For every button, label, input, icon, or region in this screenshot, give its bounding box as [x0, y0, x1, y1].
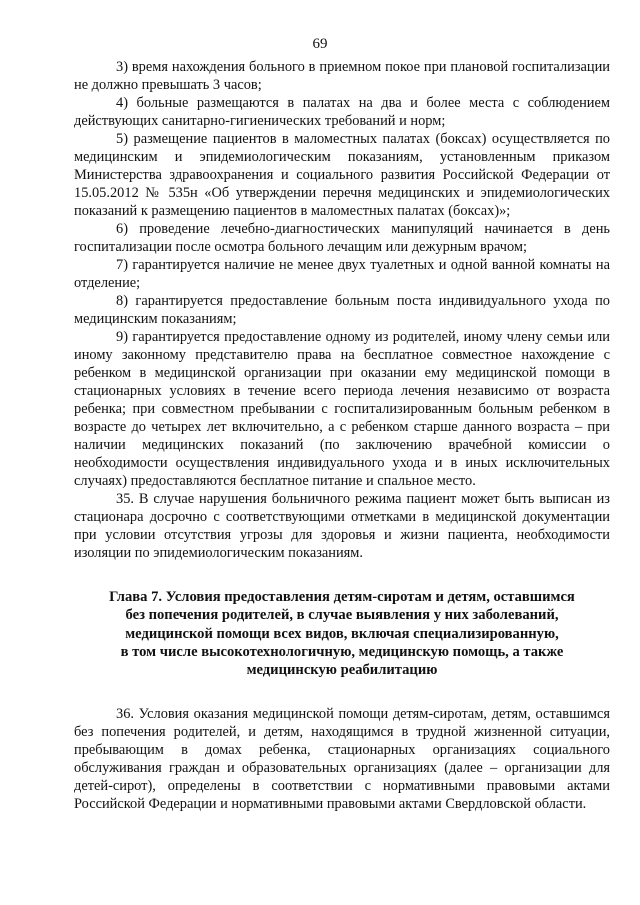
list-item-9: 9) гарантируется предоставление одному из родителей, иному члену семьи или иному законному представителю права на бесплатное совместное нахождение с ребенком в медицинской организации при оказании ему медицинской помощи в стационарных условиях в течение всего периода лечения независимо от возраста ребенка; при совместном пребывании с госпитализированным больным ребенком в возрасте до четырех лет включительно, а с ребенком старше данного возраста – при наличии медицинских показаний (по заключению врачебной комиссии о необходимости осуществления индивидуального ухода и в иных исключительных случаях) предоставляются бесплатное питание и спальное место. [74, 329, 610, 489]
chapter-heading-line: без попечения родителей, в случае выявления у них заболеваний, [125, 607, 559, 624]
list-item-4: 4) больные размещаются в палатах на два и более места с соблюдением действующих санитарно-гигиенических требований и норм; [74, 95, 610, 129]
chapter-heading-line: Глава 7. Условия предоставления детям-сиротам и детям, оставшимся [109, 589, 575, 605]
page-content [74, 58, 610, 813]
list-item-6: 6) проведение лечебно-диагностических манипуляций начинается в день госпитализации после осмотра больного лечащим или дежурным врачом; [74, 221, 610, 255]
list-item-7: 7) гарантируется наличие не менее двух туалетных и одной ванной комнаты на отделение; [74, 257, 610, 291]
clause-35: 35. В случае нарушения больничного режима пациент может быть выписан из стационара досрочно с соответствующими отметками в медицинской документации при условии отсутствия угрозы для здоровья и жизни пациента, необходимости изоляции по эпидемиологическим показаниям. [74, 491, 610, 561]
clause-36: 36. Условия оказания медицинской помощи детям-сиротам, детям, оставшимся без попечения родителей, и детям, находящимся в трудной жизненной ситуации, пребывающим в домах ребенка, стационарных организациях социального обслуживания граждан и образовательных организациях (далее – организации для детей-сирот), определены в соответствии с нормативными правовыми актами Российской Федерации и нормативными правовыми актами Свердловской области. [74, 706, 610, 813]
list-item-3: 3) время нахождения больного в приемном покое при плановой госпитализации не должно превышать 3 часов; [74, 59, 610, 93]
list-item-5: 5) размещение пациентов в маломестных палатах (боксах) осуществляется по медицинским и эпидемиологическим показаниям, установленным приказом Министерства здравоохранения и социального развития Российской Федерации от 15.05.2012 № 535н «Об утверждении перечня медицинских и эпидемиологических показаний к размещению пациентов в маломестных палатах (боксах)»; [74, 131, 610, 219]
page-number: 69 [312, 36, 328, 52]
list-item-8: 8) гарантируется предоставление больным поста индивидуального ухода по медицинским показаниям; [74, 293, 610, 327]
chapter-heading-line: в том числе высокотехнологичную, медицинскую помощь, а также [120, 643, 564, 660]
chapter-heading [74, 588, 610, 679]
chapter-heading-line: медицинскую реабилитацию [246, 662, 438, 679]
chapter-heading-line: медицинской помощи всех видов, включая специализированную, [125, 625, 559, 642]
